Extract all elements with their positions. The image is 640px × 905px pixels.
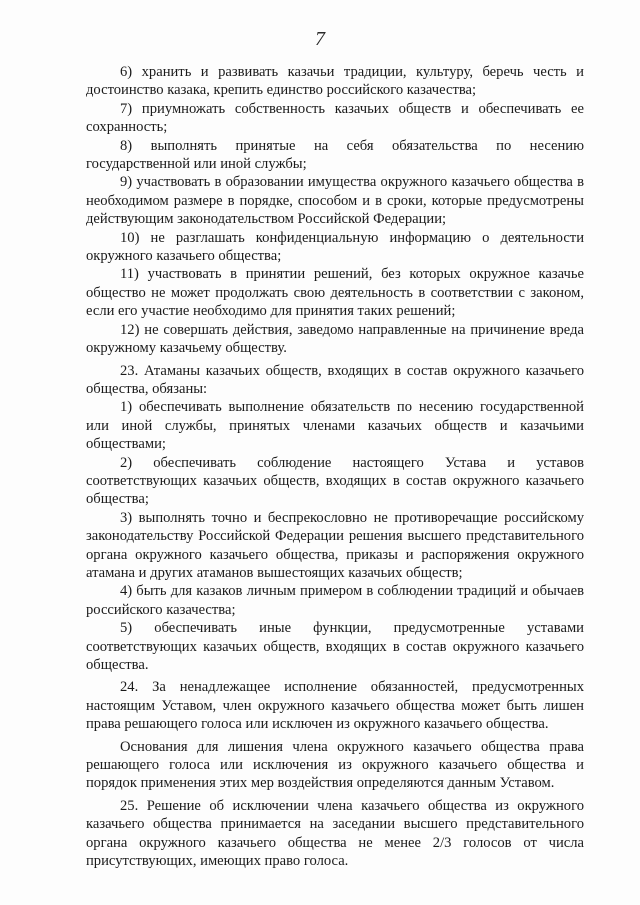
paragraph-item-9: 9) участвовать в образовании имущества окружного казачьего общества в необходимом размере в порядке, способом и в сроки, которые предусмотрены действующим законодательством Российской Федерации; bbox=[86, 174, 584, 228]
paragraph-23-item-4: 4) быть для казаков личным примером в соблюдении традиций и обычаев российского казачества; bbox=[86, 583, 584, 618]
paragraph-item-7: 7) приумножать собственность казачьих обществ и обеспечивать ее сохранность; bbox=[86, 100, 584, 136]
paragraph-item-8: 8) выполнять принятые на себя обязательства по несению государственной или иной службы; bbox=[86, 137, 584, 173]
paragraph-item-12: 12) не совершать действия, заведомо направленные на причинение вреда окружному казачьему обществу. bbox=[86, 321, 584, 357]
document-body bbox=[86, 63, 584, 870]
page-number: 7 bbox=[315, 28, 325, 50]
paragraph-item-6: 6) хранить и развивать казачьи традиции, культуру, беречь честь и достоинство казака, крепить единство российского казачества; bbox=[86, 64, 584, 99]
paragraph-23-item-3: 3) выполнять точно и беспрекословно не противоречащие российскому законодательству Российской Федерации решения высшего представительного органа окружного казачьего общества, приказы и распоряжения окружного атамана и других атаманов вышестоящих казачьих обществ; bbox=[86, 509, 584, 581]
paragraph-23-item-5: 5) обеспечивать иные функции, предусмотренные уставами соответствующих казачьих обществ, входящих в состав окружного казачьего общества. bbox=[86, 620, 584, 673]
paragraph-section-23: 23. Атаманы казачьих обществ, входящих в состав окружного казачьего общества, обязаны: bbox=[86, 362, 584, 397]
paragraph-section-24: 24. За ненадлежащее исполнение обязанностей, предусмотренных настоящим Уставом, член окружного казачьего общества может быть лишен права решающего голоса или исключен из окружного казачьего общества. bbox=[86, 679, 584, 733]
paragraph-23-item-1: 1) обеспечивать выполнение обязательств по несению государственной или иной службы, принятых членами казачьих обществ и казачьими обществами; bbox=[86, 399, 584, 453]
paragraph-23-item-2: 2) обеспечивать соблюдение настоящего Устава и уставов соответствующих казачьих обществ, входящих в состав окружного казачьего общества; bbox=[86, 454, 584, 508]
paragraph-section-24-grounds: Основания для лишения члена окружного казачьего общества права решающего голоса или исключения из окружного казачьего общества и порядок применения этих мер воздействия определяются данным Уставом. bbox=[86, 738, 584, 792]
paragraph-item-10: 10) не разглашать конфиденциальную информацию о деятельности окружного казачьего общества; bbox=[86, 229, 584, 265]
paragraph-section-25: 25. Решение об исключении члена казачьего общества из окружного казачьего общества принимается на заседании высшего представительного органа окружного казачьего общества не менее 2/3 голосов от числа присутствующих, имеющих право голоса. bbox=[86, 797, 584, 870]
paragraph-item-11: 11) участвовать в принятии решений, без которых окружное казачье общество не может продолжать свою деятельность в соответствии с законом, если его участие необходимо для принятия таких решений; bbox=[86, 266, 584, 320]
